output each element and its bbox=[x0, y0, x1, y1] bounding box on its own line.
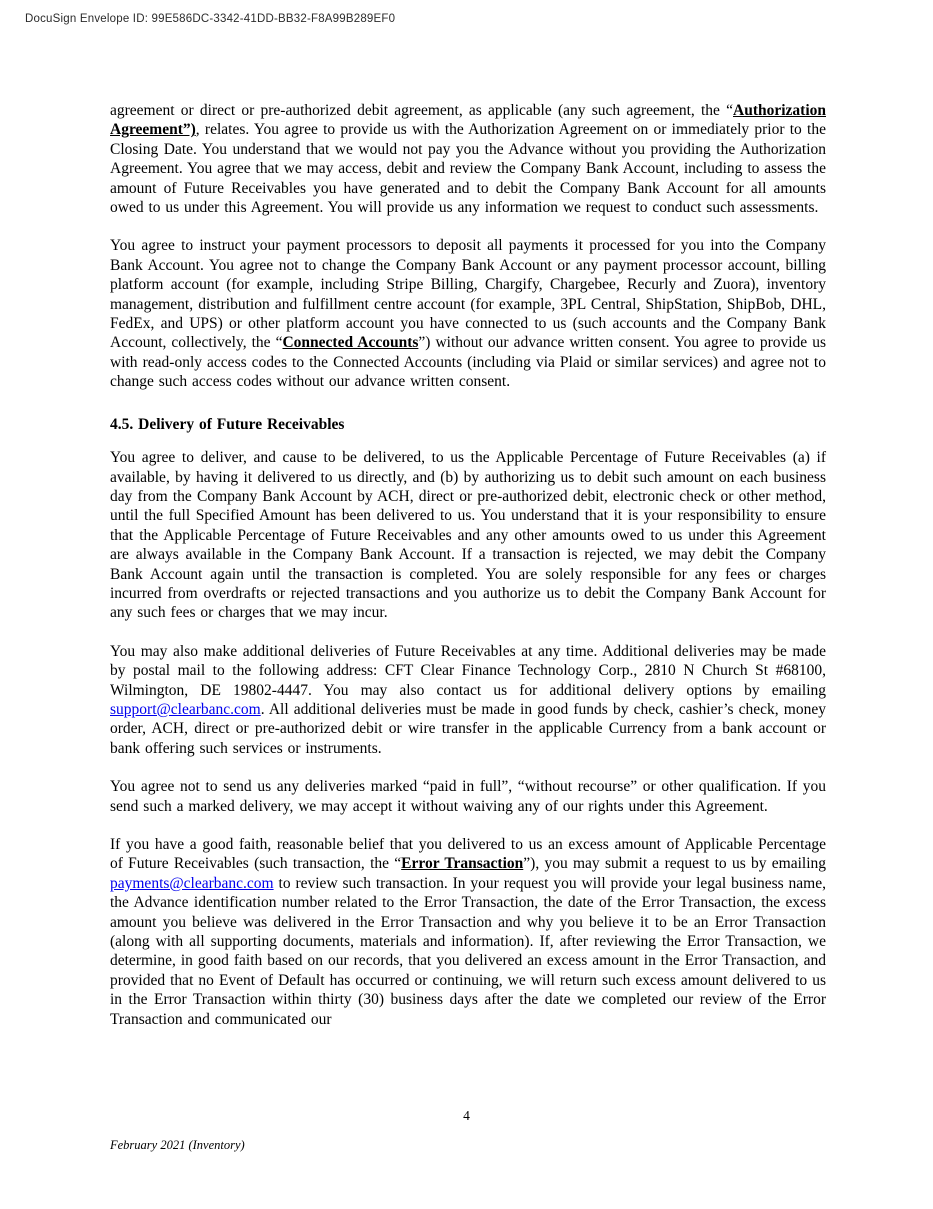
text-run: You agree not to send us any deliveries marked “paid in full”, “without recourse” or other qualification. If you send such a marked delivery, we may accept it without waiving any of our rights under this Agreement. bbox=[110, 778, 826, 815]
docusign-envelope-id: DocuSign Envelope ID: 99E586DC-3342-41DD-BB32-F8A99B289EF0 bbox=[25, 13, 396, 25]
paragraph bbox=[110, 448, 826, 623]
footer-note: February 2021 (Inventory) bbox=[110, 1138, 245, 1152]
email-link[interactable]: payments@clearbanc.com bbox=[110, 874, 274, 892]
page-number: 4 bbox=[463, 1108, 470, 1123]
text-run: 4.5. Delivery of Future Receivables bbox=[110, 415, 345, 433]
email-link[interactable]: support@clearbanc.com bbox=[110, 700, 261, 718]
defined-term: Authorization Agreement”) bbox=[110, 102, 826, 139]
text-run: You agree to deliver, and cause to be delivered, to us the Applicable Percentage of Future Receivables (a) if available, by having it delivered to us directly, and (b) by authorizing us to debit such amount on each business day from the Company Bank Account by ACH, direct or pre-authorized debit, electronic check or other method, until the full Specified Amount has been delivered to us. You understand that it is your responsibility to ensure that the Applicable Percentage of Future Receivables and any other amounts owed to us under this Agreement are always available in the Company Bank Account. If a transaction is rejected, we may debit the Company Bank Account again until the transaction is completed. You are solely responsible for any fees or charges incurred from overdrafts or rejected transactions and you authorize us to debit the Company Bank Account for any such fees or charges that we may incur. bbox=[110, 449, 826, 622]
text-run: ”), you may submit a request to us by emailing bbox=[523, 855, 827, 873]
text-run: to review such transaction. In your request you will provide your legal business name, the Advance identification number related to the Error Transaction, the date of the Error Transaction, the excess amount you believe was delivered in the Error Transaction and why you believe it to be an Error Transaction (along with all supporting documents, materials and information). If, after reviewing the Error Transaction, we determine, in good faith based on our records, that you delivered an excess amount in the Error Transaction, and provided that no Event of Default has occurred or continuing, we will return such excess amount delivered to us in the Error Transaction within thirty (30) business days after the date we completed our review of the Error Transaction and communicated our bbox=[110, 874, 826, 1028]
paragraph bbox=[110, 777, 826, 816]
paragraph bbox=[110, 101, 826, 217]
text-run: You agree to instruct your payment processors to deposit all payments it processed for you into the Company Bank Account. You agree not to change the Company Bank Account or any payment processor account, billing platform account (for example, including Stripe Billing, Chargify, Chargebee, Recurly and Zuora), inventory management, distribution and fulfillment centre account (for example, 3PL Central, ShipStation, ShipBob, DHL, FedEx, and UPS) or other platform account you have connected to us (such accounts and the Company Bank Account, collectively, the “ bbox=[110, 237, 826, 352]
defined-term: Error Transaction bbox=[401, 855, 524, 873]
defined-term: Connected Accounts bbox=[282, 334, 419, 352]
paragraph bbox=[110, 236, 826, 391]
section-heading bbox=[110, 415, 826, 434]
text-run: If you have a good faith, reasonable belief that you delivered to us an excess amount of Applicable Percentage of Future Receivables (such transaction, the “ bbox=[110, 836, 826, 873]
paragraph bbox=[110, 835, 826, 1029]
text-run: ”) without our advance written consent. You agree to provide us with read-only access codes to the Connected Accounts (including via Plaid or similar services) and agree not to change such access codes without our advance written consent. bbox=[110, 334, 827, 391]
text-run: agreement or direct or pre-authorized debit agreement, as applicable (any such agreement, the “ bbox=[110, 102, 733, 119]
paragraph bbox=[110, 642, 826, 758]
text-run: , relates. You agree to provide us with the Authorization Agreement on or immediately prior to the Closing Date. You understand that we would not pay you the Advance without you providing the Authorization Agreement. You agree that we may access, debit and review the Company Bank Account, including to assess the amount of Future Receivables you have generated and to debit the Company Bank Account for all amounts owed to us under this Agreement. You will provide us any information we request to conduct such assessments. bbox=[110, 121, 826, 217]
text-run: You may also make additional deliveries of Future Receivables at any time. Additional deliveries may be made by postal mail to the following address: CFT Clear Finance Technology Corp., 2810 N Church St #68100, Wilmington, DE 19802-4447. You may also contact us for additional delivery options by emailing bbox=[110, 642, 826, 699]
text-run: . All additional deliveries must be made in good funds by check, cashier’s check, money order, ACH, direct or pre-authorized debit or wire transfer in the applicable Currency from a bank account or bank offering such services or instruments. bbox=[110, 700, 826, 757]
document-body bbox=[110, 101, 826, 1048]
